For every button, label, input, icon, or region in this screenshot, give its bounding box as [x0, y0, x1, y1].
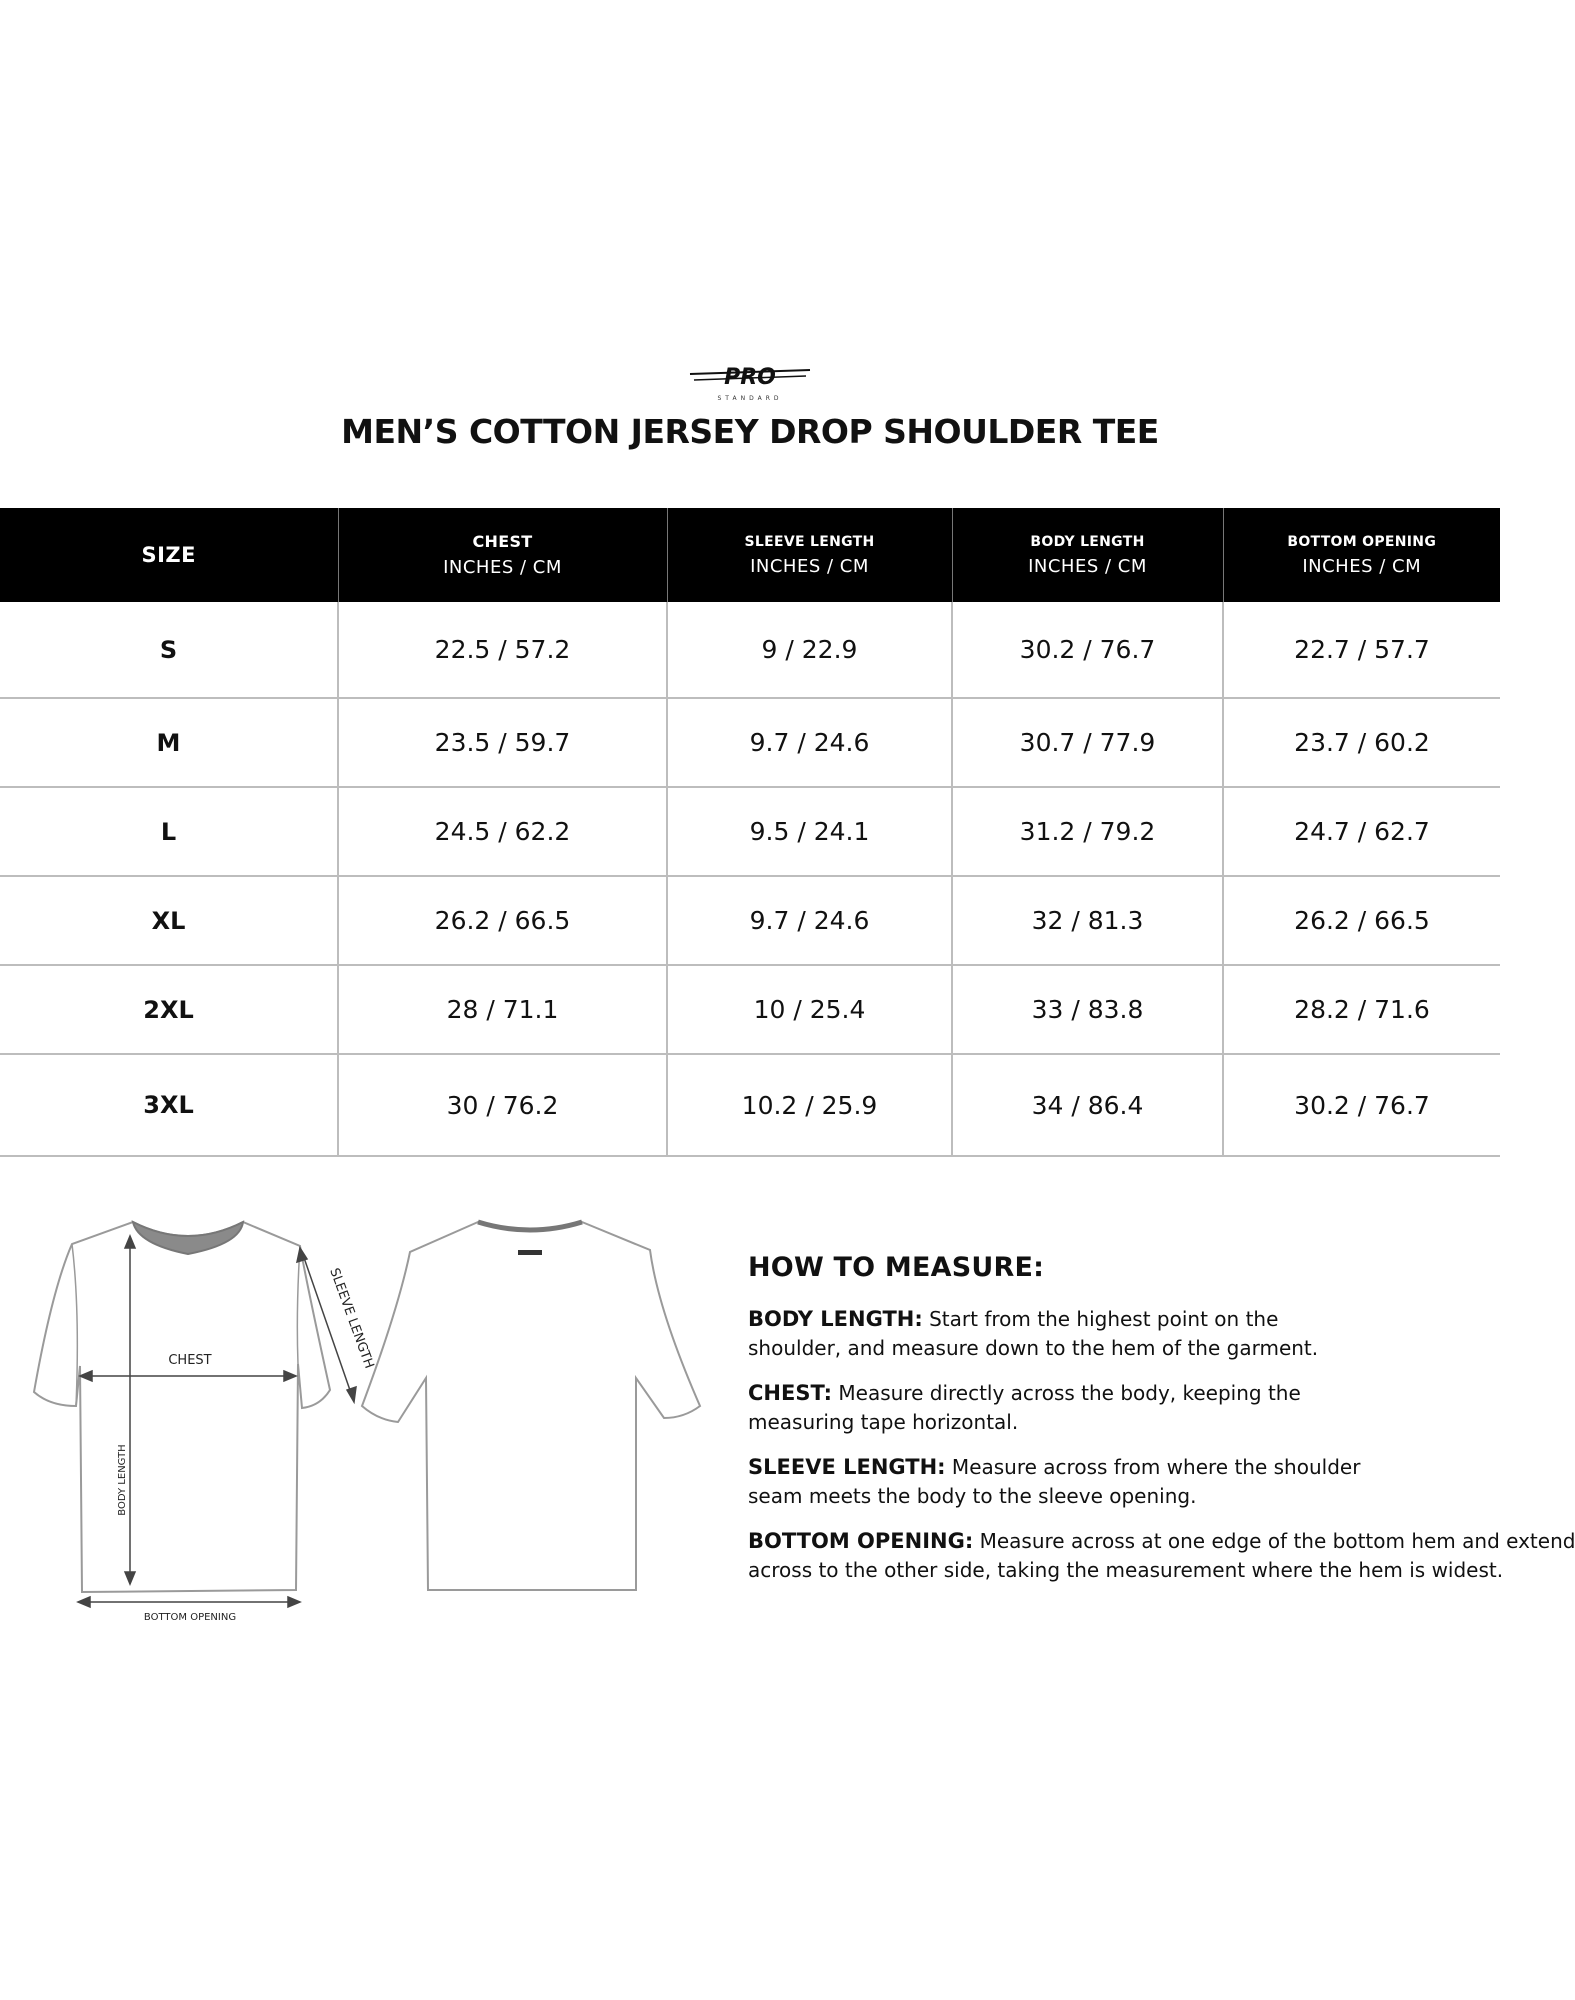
- instruction-text: measuring tape horizontal.: [748, 1410, 1019, 1434]
- tee-front-illustration: [34, 1222, 330, 1592]
- chest-arrow: [80, 1371, 296, 1381]
- body-length-cell: 30.2 / 76.7: [952, 602, 1223, 698]
- table-row: [0, 787, 1500, 876]
- how-to-measure-heading: HOW TO MEASURE:: [748, 1252, 1045, 1283]
- size-cell: L: [0, 787, 338, 876]
- back-collar: [478, 1222, 582, 1230]
- bottom-opening-instruction: [748, 1527, 1575, 1585]
- body-length-cell: 31.2 / 79.2: [952, 787, 1223, 876]
- pro-standard-logo: [690, 360, 810, 404]
- sleeve-length-instruction: [748, 1453, 1500, 1511]
- header-body-length: BODY LENGTH INCHES / CM: [952, 508, 1223, 602]
- bottom-opening-cell: 26.2 / 66.5: [1223, 876, 1500, 965]
- table-row: [0, 965, 1500, 1054]
- sleeve-length-cell: 9.5 / 24.1: [667, 787, 952, 876]
- body-length-label: BODY LENGTH: [117, 1444, 128, 1516]
- table-row: [0, 1054, 1500, 1156]
- bottom-opening-label: BOTTOM OPENING: [143, 1612, 237, 1623]
- header-bottom-opening: BOTTOM OPENING INCHES / CM: [1223, 508, 1500, 602]
- svg-text:PRO: PRO: [724, 365, 776, 390]
- instruction-text: across to the other side, taking the measurement where the hem is widest.: [748, 1558, 1504, 1582]
- bottom-opening-cell: 28.2 / 71.6: [1223, 965, 1500, 1054]
- body-length-cell: 32 / 81.3: [952, 876, 1223, 965]
- body-length-cell: 33 / 83.8: [952, 965, 1223, 1054]
- size-cell: XL: [0, 876, 338, 965]
- body-length-cell: 30.7 / 77.9: [952, 698, 1223, 787]
- chest-cell: 28 / 71.1: [338, 965, 667, 1054]
- chest-instruction: [748, 1379, 1500, 1437]
- chest-cell: 26.2 / 66.5: [338, 876, 667, 965]
- instruction-text: Measure across at one edge of the bottom hem and extend: [973, 1529, 1575, 1553]
- tee-back-illustration: [362, 1222, 700, 1590]
- instruction-term: CHEST:: [748, 1381, 833, 1405]
- body-length-cell: 34 / 86.4: [952, 1054, 1223, 1156]
- size-cell: M: [0, 698, 338, 787]
- chest-cell: 24.5 / 62.2: [338, 787, 667, 876]
- sleeve-length-label: SLEEVE LENGTH: [326, 1266, 377, 1371]
- instruction-term: SLEEVE LENGTH:: [748, 1455, 946, 1479]
- chest-cell: 23.5 / 59.7: [338, 698, 667, 787]
- size-chart-table: [0, 508, 1500, 1157]
- bottom-opening-cell: 24.7 / 62.7: [1223, 787, 1500, 876]
- table-header-row: [0, 508, 1500, 602]
- instruction-text: seam meets the body to the sleeve opening.: [748, 1484, 1197, 1508]
- bottom-opening-cell: 30.2 / 76.7: [1223, 1054, 1500, 1156]
- header-chest: CHEST INCHES / CM: [338, 508, 667, 602]
- instruction-text: Measure directly across the body, keeping the: [832, 1381, 1301, 1405]
- size-cell: 2XL: [0, 965, 338, 1054]
- sleeve-length-cell: 9.7 / 24.6: [667, 698, 952, 787]
- chest-cell: 22.5 / 57.2: [338, 602, 667, 698]
- table-row: [0, 876, 1500, 965]
- sleeve-length-cell: 10 / 25.4: [667, 965, 952, 1054]
- how-to-measure-section: [748, 1252, 1575, 1601]
- chest-label: CHEST: [168, 1353, 212, 1368]
- header-sleeve-length: SLEEVE LENGTH INCHES / CM: [667, 508, 952, 602]
- instruction-term: BODY LENGTH:: [748, 1307, 923, 1331]
- bottom-opening-cell: 23.7 / 60.2: [1223, 698, 1500, 787]
- svg-text:STANDARD: STANDARD: [717, 395, 783, 402]
- instruction-text: Measure across from where the shoulder: [945, 1455, 1361, 1479]
- instruction-text: Start from the highest point on the: [922, 1307, 1279, 1331]
- chest-cell: 30 / 76.2: [338, 1054, 667, 1156]
- body-length-instruction: [748, 1305, 1500, 1363]
- page-title: MEN’S COTTON JERSEY DROP SHOULDER TEE: [341, 412, 1159, 451]
- sleeve-length-cell: 9.7 / 24.6: [667, 876, 952, 965]
- instruction-text: shoulder, and measure down to the hem of the garment.: [748, 1336, 1319, 1360]
- table-row: [0, 602, 1500, 698]
- collar-ring: [133, 1222, 243, 1254]
- sleeve-length-cell: 10.2 / 25.9: [667, 1054, 952, 1156]
- table-row: [0, 698, 1500, 787]
- sleeve-length-cell: 9 / 22.9: [667, 602, 952, 698]
- size-cell: S: [0, 602, 338, 698]
- instruction-term: BOTTOM OPENING:: [748, 1529, 974, 1553]
- bottom-opening-cell: 22.7 / 57.7: [1223, 602, 1500, 698]
- header-size: SIZE: [0, 508, 338, 602]
- body-length-arrow: [125, 1236, 135, 1584]
- size-cell: 3XL: [0, 1054, 338, 1156]
- back-neck-logo: [518, 1250, 542, 1255]
- bottom-opening-arrow: [78, 1597, 300, 1607]
- measurement-diagram: [0, 1210, 720, 1630]
